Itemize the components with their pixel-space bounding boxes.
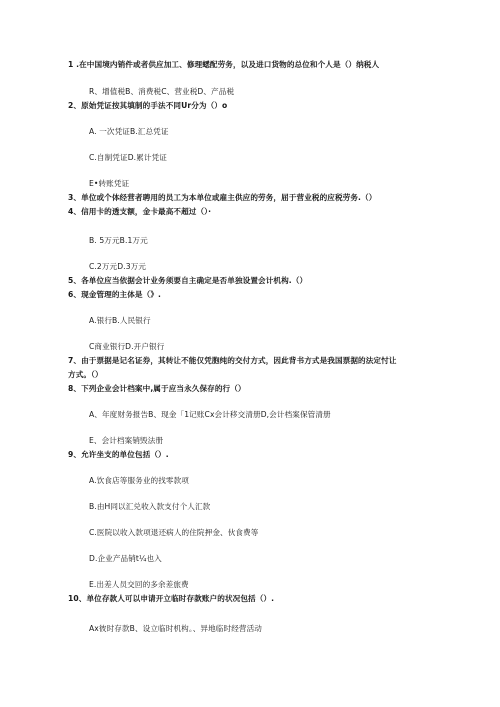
question-8-option-e: E、会计档案销毁法册 <box>89 436 164 445</box>
question-7: 7、由于票据是记名证券，其转让不能仅凭胞纯的交付方式，因此背书方式是我国票据的法定忖让 <box>68 356 397 365</box>
question-6-option-cd: C商业银行D.开户银行 <box>89 342 165 351</box>
question-8: 8、下列企业会计档案中,属于应当永久保存的行（） <box>68 384 246 393</box>
question-1-options: R、增值税B、消费税C、营业税D、产品税 <box>89 87 235 96</box>
question-4: 4、信用卡的透支额，金卡最高不超过（）· <box>68 207 212 216</box>
question-9-option-a: A.饮食店等服务业的找零款项 <box>89 476 189 485</box>
question-9-option-b: B.由H同以汇兑收入款支付个人汇款 <box>89 502 211 511</box>
question-9-option-c: C.医院以收入款项退还病人的住院押金、伙食费等 <box>89 528 259 537</box>
question-2-option-ab: A. 一次凭证B.汇总凭证 <box>89 127 169 136</box>
question-10: 10、单位存款人可以申请开立临时存款账户的状况包括（）. <box>68 594 275 603</box>
question-6: 6、现金管理的主体是（》. <box>68 290 161 299</box>
question-4-option-cd: C.2万元D.3万元 <box>89 262 147 271</box>
question-2-option-cd: C.自制凭证D.累计凭证 <box>89 153 167 162</box>
question-1: 1 .在中国境内销件或者供应加工、修理蟋配劳务，以及进口货物的总位和个人是（）纳税人 <box>68 60 380 69</box>
question-2-option-e: E•转账凭证 <box>89 179 130 188</box>
question-9: 9、允许坐支的单位包括（）. <box>68 450 169 459</box>
question-9-option-e: E.出差人员交回的多余差旅费 <box>89 580 189 589</box>
question-3: 3、单位或个体经营者聘用的员工为本单位或雇主供应的劳务，屈于营业税的应税劳务.（） <box>68 193 377 202</box>
question-6-option-ab: A.银行B.人民银行 <box>89 316 151 325</box>
question-4-option-ab: B. 5万元B.1万元 <box>89 236 148 245</box>
question-10-options: Ax彼时存款B、设立临时机构。、异地临时经营活动 <box>89 624 262 633</box>
question-9-option-d: D.企业产品销t¼也入 <box>89 554 162 563</box>
question-8-option-abcd: A、年度财务报告B、现金「1记账Cx会计移交清册D,会计档案保管清册 <box>89 410 331 419</box>
question-2: 2、原始凭证按其填制的手法不同Ur分为（）o <box>68 101 228 110</box>
question-7-continued: 方式。（） <box>68 370 103 379</box>
question-5: 5、各单位应当依据会计业务须要自主确定是否单独设置会计机构.（） <box>68 276 308 285</box>
